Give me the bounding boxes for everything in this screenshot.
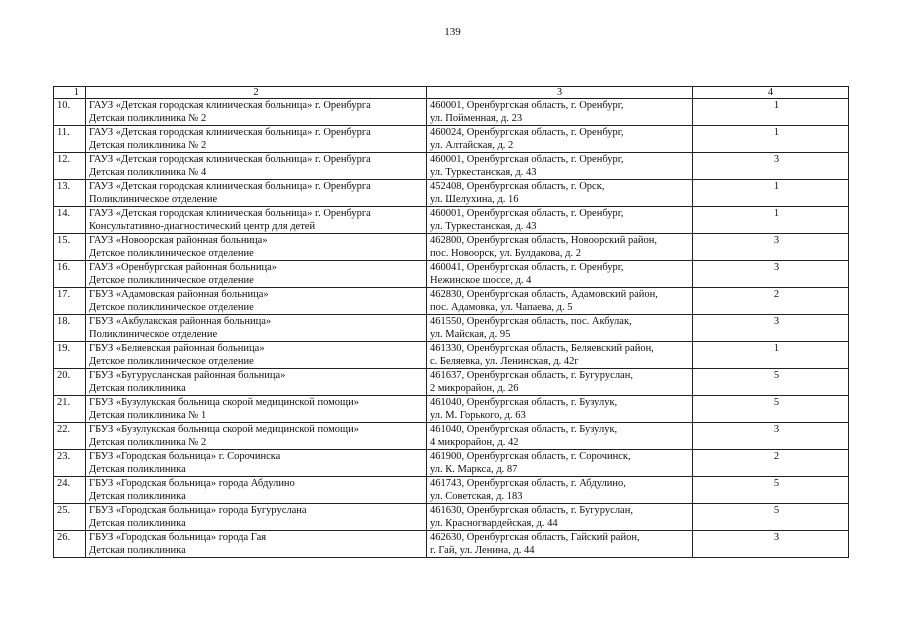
organization-name: ГБУЗ «Городская больница» города Бугуруслана: [89, 505, 307, 516]
count-value: 3: [773, 262, 780, 273]
table-row: [54, 99, 849, 126]
table-header-row: [54, 87, 849, 99]
count-cell: [693, 126, 849, 153]
table-row: [54, 342, 849, 369]
organization-unit: Детская поликлиника № 4: [89, 167, 207, 178]
organization-unit: Поликлиническое отделение: [89, 194, 218, 205]
organization-cell: [86, 315, 427, 342]
address-cell: [427, 504, 693, 531]
count-cell: [693, 423, 849, 450]
organization-name: ГАУЗ «Новоорская районная больница»: [89, 235, 268, 246]
count-value: 3: [773, 235, 780, 246]
organization-cell: [86, 504, 427, 531]
organization-cell: [86, 423, 427, 450]
count-cell: [693, 153, 849, 180]
count-value: 5: [773, 478, 780, 489]
table-row: [54, 180, 849, 207]
address-line: г. Гай, ул. Ленина, д. 44: [430, 545, 535, 556]
organization-name: ГБУЗ «Городская больница» города Абдулино: [89, 478, 295, 489]
address-line: 461330, Оренбургская область, Беляевский район,: [430, 343, 654, 354]
organization-name: ГАУЗ «Детская городская клиническая больница» г. Оренбурга: [89, 181, 371, 192]
row-number: 24.: [54, 477, 86, 504]
column-header-2: 2: [86, 87, 427, 99]
address-line: ул. Шелухина, д. 16: [430, 194, 519, 205]
count-value: 2: [773, 451, 780, 462]
count-cell: [693, 369, 849, 396]
row-number: 10.: [54, 99, 86, 126]
table-row: [54, 396, 849, 423]
row-number: 25.: [54, 504, 86, 531]
column-header-4: 4: [693, 87, 849, 99]
organization-name: ГБУЗ «Бугурусланская районная больница»: [89, 370, 286, 381]
address-line: 462800, Оренбургская область, Новоорский район,: [430, 235, 657, 246]
address-line: ул. Туркестанская, д. 43: [430, 167, 537, 178]
address-line: 460041, Оренбургская область, г. Оренбург,: [430, 262, 624, 273]
row-number: 17.: [54, 288, 86, 315]
organization-unit: Детское поликлиническое отделение: [89, 302, 254, 313]
count-cell: [693, 99, 849, 126]
address-line: ул. Майская, д. 95: [430, 329, 511, 340]
count-value: 5: [773, 370, 780, 381]
organization-name: ГАУЗ «Детская городская клиническая больница» г. Оренбурга: [89, 154, 371, 165]
organization-unit: Детское поликлиническое отделение: [89, 275, 254, 286]
address-cell: [427, 99, 693, 126]
count-cell: [693, 234, 849, 261]
organization-unit: Консультативно-диагностический центр для детей: [89, 221, 316, 232]
table-row: [54, 126, 849, 153]
organization-name: ГБУЗ «Бузулукская больница скорой медицинской помощи»: [89, 397, 360, 408]
count-value: 5: [773, 397, 780, 408]
organization-cell: [86, 126, 427, 153]
count-cell: [693, 504, 849, 531]
count-value: 3: [773, 154, 780, 165]
address-cell: [427, 477, 693, 504]
row-number: 22.: [54, 423, 86, 450]
count-value: 3: [773, 316, 780, 327]
organization-cell: [86, 396, 427, 423]
address-line: 460001, Оренбургская область, г. Оренбург,: [430, 208, 624, 219]
count-cell: [693, 288, 849, 315]
address-line: 461637, Оренбургская область, г. Бугуруслан,: [430, 370, 633, 381]
address-line: 461630, Оренбургская область, г. Бугуруслан,: [430, 505, 633, 516]
table-row: [54, 153, 849, 180]
organization-name: ГАУЗ «Детская городская клиническая больница» г. Оренбурга: [89, 100, 371, 111]
row-number: 18.: [54, 315, 86, 342]
row-number: 14.: [54, 207, 86, 234]
address-line: 461900, Оренбургская область, г. Сорочинск,: [430, 451, 631, 462]
column-header-3: 3: [427, 87, 693, 99]
count-value: 1: [773, 127, 780, 138]
table-row: [54, 288, 849, 315]
table-row: [54, 477, 849, 504]
organization-name: ГАУЗ «Детская городская клиническая больница» г. Оренбурга: [89, 127, 371, 138]
organization-cell: [86, 288, 427, 315]
count-cell: [693, 531, 849, 558]
table-row: [54, 207, 849, 234]
count-cell: [693, 396, 849, 423]
address-line: ул. Красногвардейская, д. 44: [430, 518, 558, 529]
address-line: пос. Адамовка, ул. Чапаева, д. 5: [430, 302, 573, 313]
address-line: Нежинское шоссе, д. 4: [430, 275, 532, 286]
count-value: 1: [773, 208, 780, 219]
address-line: 461040, Оренбургская область, г. Бузулук,: [430, 397, 618, 408]
organization-name: ГАУЗ «Оренбургская районная больница»: [89, 262, 277, 273]
table-row: [54, 315, 849, 342]
organization-name: ГБУЗ «Бузулукская больница скорой медицинской помощи»: [89, 424, 360, 435]
row-number: 20.: [54, 369, 86, 396]
address-line: 462630, Оренбургская область, Гайский район,: [430, 532, 640, 543]
organization-name: ГАУЗ «Детская городская клиническая больница» г. Оренбурга: [89, 208, 371, 219]
row-number: 23.: [54, 450, 86, 477]
organization-unit: Поликлиническое отделение: [89, 329, 218, 340]
organization-cell: [86, 477, 427, 504]
address-line: ул. Алтайская, д. 2: [430, 140, 514, 151]
row-number: 15.: [54, 234, 86, 261]
address-line: 461040, Оренбургская область, г. Бузулук,: [430, 424, 618, 435]
address-cell: [427, 288, 693, 315]
row-number: 11.: [54, 126, 86, 153]
count-cell: [693, 261, 849, 288]
organization-cell: [86, 369, 427, 396]
address-cell: [427, 261, 693, 288]
address-cell: [427, 450, 693, 477]
address-cell: [427, 396, 693, 423]
address-line: 460001, Оренбургская область, г. Оренбург,: [430, 154, 624, 165]
address-line: 462830, Оренбургская область, Адамовский район,: [430, 289, 658, 300]
organization-unit: Детская поликлиника № 1: [89, 410, 207, 421]
table-row: [54, 423, 849, 450]
count-value: 5: [773, 505, 780, 516]
count-value: 3: [773, 532, 780, 543]
page-number: 139: [444, 26, 461, 38]
organization-name: ГБУЗ «Городская больница» города Гая: [89, 532, 267, 543]
table-row: [54, 234, 849, 261]
address-line: пос. Новоорск, ул. Булдакова, д. 2: [430, 248, 581, 259]
count-cell: [693, 180, 849, 207]
table-row: [54, 450, 849, 477]
organization-name: ГБУЗ «Городская больница» г. Сорочинска: [89, 451, 281, 462]
address-cell: [427, 153, 693, 180]
table-row: [54, 261, 849, 288]
address-cell: [427, 423, 693, 450]
organization-cell: [86, 531, 427, 558]
facility-table: [53, 86, 849, 558]
column-header-1: 1: [54, 87, 86, 99]
table-row: [54, 369, 849, 396]
count-value: 1: [773, 181, 780, 192]
address-line: с. Беляевка, ул. Ленинская, д. 42г: [430, 356, 579, 367]
address-cell: [427, 126, 693, 153]
address-cell: [427, 180, 693, 207]
organization-cell: [86, 207, 427, 234]
table-row: [54, 504, 849, 531]
organization-unit: Детская поликлиника: [89, 464, 186, 475]
address-cell: [427, 369, 693, 396]
organization-name: ГБУЗ «Акбулакская районная больница»: [89, 316, 272, 327]
count-cell: [693, 477, 849, 504]
organization-unit: Детская поликлиника № 2: [89, 437, 207, 448]
address-line: 460001, Оренбургская область, г. Оренбург,: [430, 100, 624, 111]
address-line: 4 микрорайон, д. 42: [430, 437, 519, 448]
count-cell: [693, 342, 849, 369]
address-line: 461743, Оренбургская область, г. Абдулино,: [430, 478, 626, 489]
count-cell: [693, 207, 849, 234]
count-value: 2: [773, 289, 780, 300]
row-number: 12.: [54, 153, 86, 180]
organization-unit: Детское поликлиническое отделение: [89, 248, 254, 259]
organization-unit: Детская поликлиника: [89, 383, 186, 394]
address-line: ул. Советская, д. 183: [430, 491, 523, 502]
address-line: ул. К. Маркса, д. 87: [430, 464, 518, 475]
organization-cell: [86, 450, 427, 477]
count-value: 3: [773, 424, 780, 435]
organization-unit: Детская поликлиника: [89, 545, 186, 556]
organization-cell: [86, 342, 427, 369]
organization-name: ГБУЗ «Адамовская районная больница»: [89, 289, 269, 300]
table-body: [54, 99, 849, 558]
address-line: 461550, Оренбургская область, пос. Акбулак,: [430, 316, 632, 327]
count-value: 1: [773, 100, 780, 111]
address-line: 2 микрорайон, д. 26: [430, 383, 519, 394]
organization-unit: Детская поликлиника № 2: [89, 113, 207, 124]
organization-unit: Детская поликлиника № 2: [89, 140, 207, 151]
organization-cell: [86, 180, 427, 207]
table-row: [54, 531, 849, 558]
address-cell: [427, 234, 693, 261]
organization-unit: Детская поликлиника: [89, 518, 186, 529]
row-number: 21.: [54, 396, 86, 423]
organization-unit: Детская поликлиника: [89, 491, 186, 502]
organization-cell: [86, 153, 427, 180]
organization-unit: Детское поликлиническое отделение: [89, 356, 254, 367]
address-line: ул. Туркестанская, д. 43: [430, 221, 537, 232]
address-line: ул. М. Горького, д. 63: [430, 410, 526, 421]
organization-cell: [86, 99, 427, 126]
row-number: 16.: [54, 261, 86, 288]
address-cell: [427, 342, 693, 369]
organization-name: ГБУЗ «Беляевская районная больница»: [89, 343, 265, 354]
address-line: 460024, Оренбургская область, г. Оренбург,: [430, 127, 624, 138]
row-number: 26.: [54, 531, 86, 558]
row-number: 19.: [54, 342, 86, 369]
organization-cell: [86, 234, 427, 261]
address-cell: [427, 315, 693, 342]
count-cell: [693, 450, 849, 477]
count-cell: [693, 315, 849, 342]
organization-cell: [86, 261, 427, 288]
address-cell: [427, 531, 693, 558]
address-cell: [427, 207, 693, 234]
row-number: 13.: [54, 180, 86, 207]
address-line: ул. Пойменная, д. 23: [430, 113, 523, 124]
count-value: 1: [773, 343, 780, 354]
address-line: 452408, Оренбургская область, г. Орск,: [430, 181, 605, 192]
